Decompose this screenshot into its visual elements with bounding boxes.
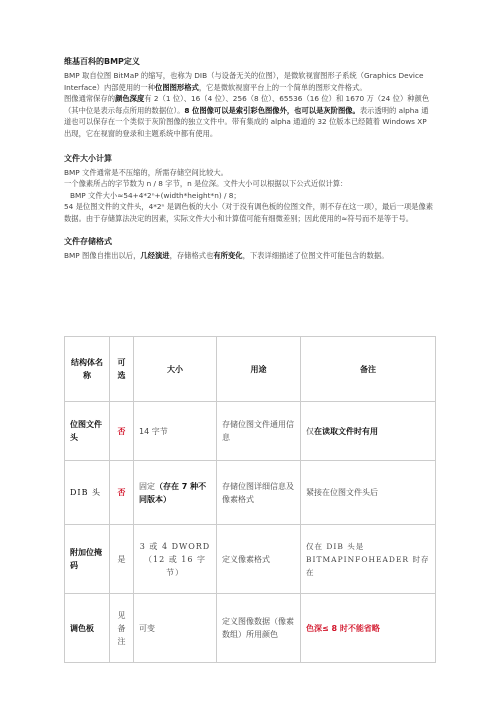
bmp-structure-table [64, 336, 436, 663]
row-note-cell: 紧接在位图文件头后 [301, 461, 436, 525]
section-heading-definition: 维基百科的BMP定义 [64, 57, 140, 66]
row-purpose-cell: 存储位图详细信息及像素格式 [217, 461, 301, 525]
row-optional-cell: 见备注 [110, 594, 134, 663]
file-size-line-4: 54 是位图文件的文件头，4*2ⁿ 是调色板的大小（对于没有调色板的位图文件，则不存在这一项），最后一项是像素数据。由于存储算法决定的因素，实际文件大小和计算值可能有细微差别；因此使用的≈符号而不是等于号。 [64, 202, 434, 223]
paragraph-storage-format [64, 250, 434, 262]
row-size-cell: 可变 [134, 594, 217, 663]
table-header-cell: 大小 [134, 337, 217, 402]
table-header-cell: 备注 [301, 337, 436, 402]
table-header-cell: 结构体名称 [65, 337, 110, 402]
body-text: 图像通常保存的 [64, 94, 116, 104]
row-purpose-cell: 定义像素格式 [217, 525, 301, 594]
table-row [65, 594, 436, 663]
emphasis-text: 有所变化 [213, 250, 243, 260]
row-size-cell: 3 或 4 DWORD（12 或 16 字节） [134, 525, 217, 594]
row-size-cell: 固定（存在 7 种不同版本） [134, 461, 217, 525]
body-text: BMP 图像自推出以后， [64, 250, 141, 260]
section-heading-file-size: 文件大小计算 [64, 153, 112, 163]
table-row [65, 461, 436, 525]
emphasis-text: 颜色深度 [115, 94, 145, 104]
body-text: 表示透明的 alpha 通道也可以保存在一个类似于灰阶图像的独立文件中。带有集成的 alpha 通道的 32 位版本已经随着 Windows XP 出现，它在视窗的登录和主题系统中都有使用。 [64, 105, 429, 138]
row-name-cell: 调色板 [65, 594, 110, 663]
emphasis-text: 几经演进 [140, 250, 170, 260]
body-text: ，它是微软视窗平台上的一个简单的图形文件格式。 [198, 82, 367, 92]
row-optional-cell: 是 [110, 525, 134, 594]
row-note-cell: 色深≤ 8 时不能省略 [301, 594, 436, 663]
row-optional-cell: 否 [110, 461, 134, 525]
row-purpose-cell: 存储位图文件通用信息 [217, 402, 301, 461]
row-optional-cell: 否 [110, 402, 134, 461]
row-note-cell: 仅在读取文件时有用 [301, 402, 436, 461]
body-text: ，存储格式也 [169, 250, 214, 260]
document-body [64, 56, 434, 261]
table-header-cell: 可选 [110, 337, 134, 402]
section-heading-storage-format: 文件存储格式 [64, 236, 112, 246]
body-text: BMP 取自位图 BitMaP 的缩写，也称为 DIB（与设备无关的位图），是微软视窗图形子系统（Graphics Device Interface）内部使用的一种 [64, 71, 424, 92]
body-text: 有 2（1 位）、16（4 位）、256（8 位）、65536（16 位）和 1670 万（24 位）种颜色（其中位是表示每点所用的数据位）。 [64, 94, 430, 115]
row-name-cell: 附加位掩码 [65, 525, 110, 594]
file-size-line-2: 一个像素所占的字节数为 n / 8 字节，n 是位深。文件大小可以根据以下公式近似计算： [64, 179, 348, 189]
table-row [65, 402, 436, 461]
row-name-cell: 位图文件头 [65, 402, 110, 461]
file-size-formula: BMP 文件大小≈54+4*2ⁿ+(width*height*n) / 8； [70, 190, 241, 200]
emphasis-text: 8 位图像可以是索引彩色图像外，也可以是灰阶图像。 [184, 105, 360, 115]
table-header-cell: 用途 [217, 337, 301, 402]
row-purpose-cell: 定义图像数据（像素数组）所用颜色 [217, 594, 301, 663]
table-row [65, 525, 436, 594]
row-note-cell: 仅在 DIB 头是 BITMAPINFOHEADER 时存在 [301, 525, 436, 594]
file-size-line-1: BMP 文件通常是不压缩的，所需存储空间比较大。 [64, 167, 228, 177]
paragraph-definition [64, 70, 434, 93]
paragraph-color-depth [64, 93, 434, 139]
table-header-row [65, 337, 436, 402]
row-size-cell: 14 字节 [134, 402, 217, 461]
row-name-cell: DIB 头 [65, 461, 110, 525]
emphasis-text: 位图图形格式 [155, 82, 199, 92]
body-text: ，下表详细描述了位图文件可能包含的数据。 [242, 250, 389, 260]
